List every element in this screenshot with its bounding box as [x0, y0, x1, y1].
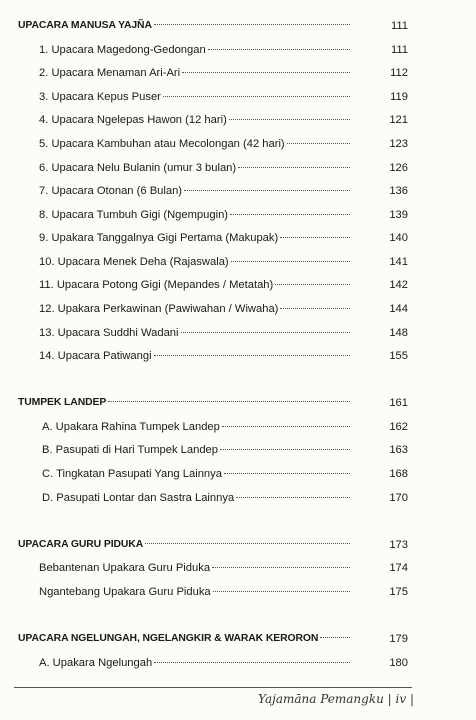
toc-entry[interactable]	[0, 654, 476, 672]
leader-dots	[275, 275, 350, 285]
toc-entry[interactable]	[0, 182, 476, 200]
toc-entry-label: B. Pasupati di Hari Tumpek Landep	[42, 444, 218, 456]
leader-dots	[154, 346, 350, 356]
leader-dots	[231, 252, 350, 262]
toc-page-number: 161	[389, 397, 408, 409]
toc-entry[interactable]	[0, 88, 476, 106]
toc-page-number: 144	[389, 303, 408, 315]
toc-page-number: 139	[389, 209, 408, 221]
toc-page-number: 168	[389, 468, 408, 480]
toc-page-number: 175	[389, 586, 408, 598]
leader-dots	[154, 653, 350, 663]
toc-entry-label: A. Upakara Rahina Tumpek Landep	[42, 421, 220, 433]
footer-book-title: Yajamāna Pemangku	[257, 692, 384, 706]
toc-page-number: 179	[389, 633, 408, 645]
leader-dots	[236, 488, 350, 498]
toc-page-number: 111	[390, 44, 408, 56]
toc-entry[interactable]	[0, 253, 476, 271]
toc-entry[interactable]	[0, 276, 476, 294]
toc-entry[interactable]	[0, 324, 476, 342]
toc-page-number: 119	[390, 91, 408, 103]
leader-dots	[184, 181, 350, 191]
toc-entry[interactable]	[0, 418, 476, 436]
toc-entry-label: 8. Upacara Tumbuh Gigi (Ngempugin)	[39, 209, 229, 221]
toc-entry[interactable]	[0, 583, 476, 601]
toc-page-number: 180	[389, 657, 408, 669]
leader-dots	[213, 582, 350, 592]
toc-page-number: 121	[389, 114, 408, 126]
toc-section-title: UPACARA MANUSA YAJÑA	[18, 20, 152, 31]
toc-entry-label: 14. Upacara Patiwangi	[39, 350, 152, 362]
leader-dots	[182, 63, 350, 73]
toc-section-title: TUMPEK LANDEP	[18, 397, 107, 408]
toc-entry-label: D. Pasupati Lontar dan Sastra Lainnya	[42, 492, 235, 504]
leader-dots	[229, 110, 350, 120]
toc-page-number: 141	[389, 256, 408, 268]
toc-entry[interactable]	[0, 41, 476, 59]
toc-entry-label: 1. Upacara Magedong-Gedongan	[39, 44, 206, 56]
leader-dots	[287, 134, 350, 144]
toc-entry-label: 3. Upacara Kepus Puser	[39, 91, 161, 103]
toc-entry[interactable]	[0, 206, 476, 224]
leader-dots	[208, 40, 350, 50]
leader-dots	[154, 15, 350, 25]
leader-dots	[222, 417, 350, 427]
toc-entry[interactable]	[0, 135, 476, 153]
toc-page-number: 162	[389, 421, 408, 433]
toc-entry[interactable]	[0, 159, 476, 177]
toc-section-heading[interactable]	[0, 17, 476, 35]
toc-entry[interactable]	[0, 300, 476, 318]
toc-page-number: 173	[389, 539, 408, 551]
leader-dots	[145, 534, 350, 544]
toc-page-number: 174	[389, 562, 408, 574]
toc-section-title: UPACARA NGELUNGAH, NGELANGKIR & WARAK KERORON	[18, 633, 319, 644]
toc-entry-label: 7. Upacara Otonan (6 Bulan)	[39, 185, 183, 197]
toc-entry-label: A. Upakara Ngelungah	[39, 657, 153, 669]
toc-entry-label: Bebantenan Upakara Guru Piduka	[39, 562, 211, 574]
toc-entry-label: 11. Upacara Potong Gigi (Mepandes / Metatah)	[39, 279, 274, 291]
toc-page-number: 170	[389, 492, 408, 504]
toc-section-heading[interactable]	[0, 630, 476, 648]
leader-dots	[280, 299, 350, 309]
toc-page-number: 126	[389, 162, 408, 174]
toc-entry-label: 10. Upacara Menek Deha (Rajaswala)	[39, 256, 229, 268]
leader-dots	[108, 392, 350, 402]
toc-page-number: 111	[390, 20, 408, 32]
toc-entry-label: 9. Upakara Tanggalnya Gigi Pertama (Makupak)	[39, 232, 279, 244]
leader-dots	[220, 440, 350, 450]
leader-dots	[230, 205, 350, 215]
toc-entry-label: 4. Upacara Ngelepas Hawon (12 hari)	[39, 114, 227, 126]
leader-dots	[320, 628, 350, 638]
toc-section-heading[interactable]	[0, 536, 476, 554]
toc-entry-label: C. Tingkatan Pasupati Yang Lainnya	[42, 468, 222, 480]
toc-entry-label: 6. Upacara Nelu Bulanin (umur 3 bulan)	[39, 162, 237, 174]
leader-dots	[181, 323, 350, 333]
footer-page-number: | iv |	[387, 692, 414, 706]
page-footer	[258, 692, 414, 706]
toc-entry[interactable]	[0, 489, 476, 507]
toc-section-heading[interactable]	[0, 394, 476, 412]
leader-dots	[238, 158, 350, 168]
leader-dots	[163, 87, 350, 97]
toc-entry-label: 5. Upacara Kambuhan atau Mecolongan (42 hari)	[39, 138, 285, 150]
toc-entry-label: 13. Upacara Suddhi Wadani	[39, 327, 179, 339]
footer-rule	[14, 687, 412, 688]
toc-page-number: 136	[389, 185, 408, 197]
leader-dots	[224, 464, 350, 474]
toc-page-number: 112	[390, 67, 408, 79]
toc-entry-label: 12. Upakara Perkawinan (Pawiwahan / Wiwaha)	[39, 303, 279, 315]
toc-entry[interactable]	[0, 64, 476, 82]
toc-page-number: 163	[389, 444, 408, 456]
toc-entry[interactable]	[0, 465, 476, 483]
toc-entry[interactable]	[0, 111, 476, 129]
toc-page-number: 123	[389, 138, 408, 150]
toc-entry-label: Ngantebang Upakara Guru Piduka	[39, 586, 211, 598]
toc-entry[interactable]	[0, 441, 476, 459]
toc-entry[interactable]	[0, 229, 476, 247]
leader-dots	[280, 228, 350, 238]
toc-section-title: UPACARA GURU PIDUKA	[18, 539, 144, 550]
toc-page-number: 148	[389, 327, 408, 339]
leader-dots	[212, 558, 350, 568]
toc-entry[interactable]	[0, 559, 476, 577]
toc-page-number: 155	[389, 350, 408, 362]
toc-entry-label: 2. Upacara Menaman Ari-Ari	[39, 67, 181, 79]
toc-page-number: 140	[389, 232, 408, 244]
toc-page-number: 142	[389, 279, 408, 291]
toc-entry[interactable]	[0, 347, 476, 365]
